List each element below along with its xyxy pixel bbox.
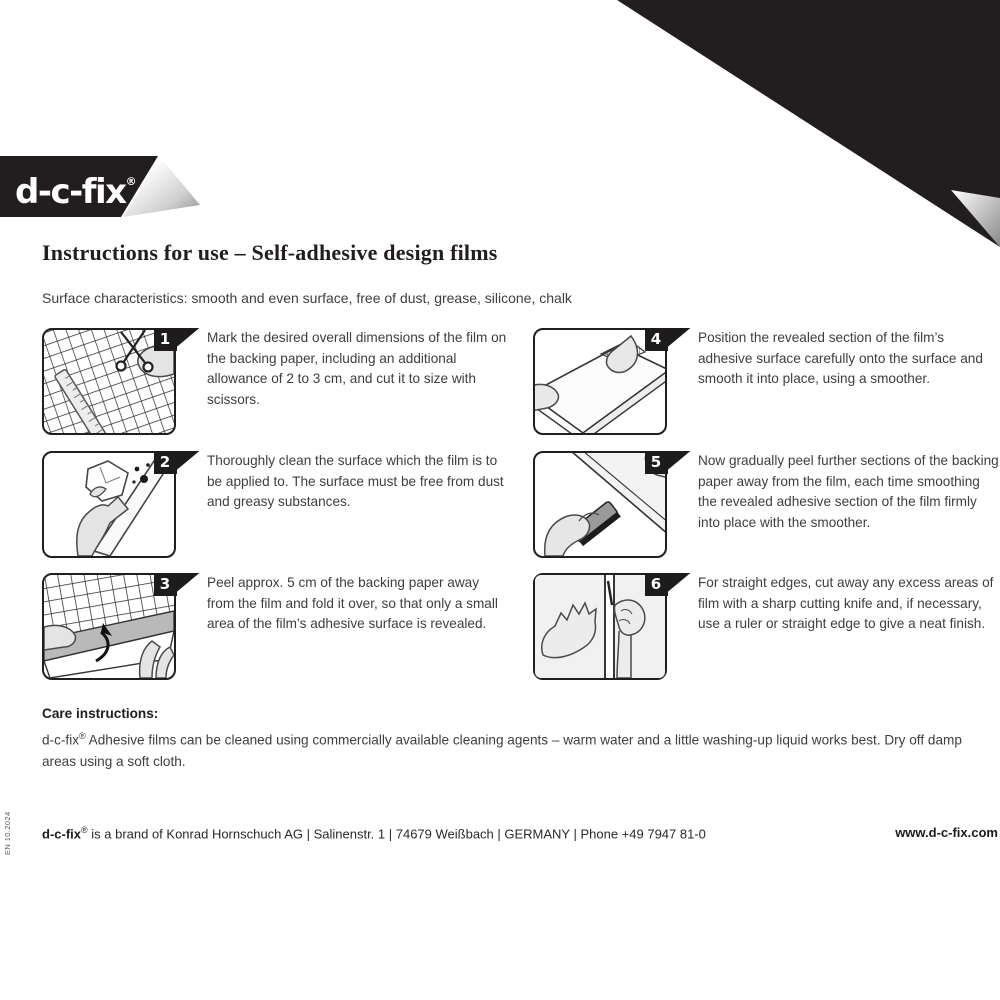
step-item-5 <box>533 451 1000 558</box>
page-title: Instructions for use – Self-adhesive design films <box>42 240 498 265</box>
step-text: Now gradually peel further sections of the backing paper away from the film, each time smoothing the revealed adhesive section of the film firmly into place with the smoother. <box>698 453 999 530</box>
care-registered-mark: ® <box>79 731 86 741</box>
care-body-text: Adhesive films can be cleaned using commercially available cleaning agents – warm water and a little washing-up liquid works best. Dry off damp areas using a soft cloth. <box>42 732 962 769</box>
step-text: Position the revealed section of the film’s adhesive surface carefully onto the surface and smooth it into place, using a smoother. <box>698 330 983 386</box>
badge-fold-decoration <box>667 451 691 471</box>
step-item-6 <box>533 573 1000 680</box>
step-number-badge: 3 <box>154 573 177 596</box>
badge-fold-decoration <box>176 451 200 471</box>
footer-company-text: is a brand of Konrad Hornschuch AG | Salinenstr. 1 | 74679 Weißbach | GERMANY | Phone +49 7947 81-0 <box>87 826 706 842</box>
step-4-figure <box>533 328 667 435</box>
step-number-badge: 1 <box>154 328 177 351</box>
step-number-badge: 2 <box>154 451 177 474</box>
corner-fold-decoration <box>615 0 1000 248</box>
step-item-4 <box>533 328 1000 435</box>
edition-code: EN 10.2024 <box>3 811 12 855</box>
step-number-badge: 6 <box>645 573 668 596</box>
step-item-3 <box>42 573 509 680</box>
footer-company-line <box>42 825 706 841</box>
badge-fold-decoration <box>176 328 200 348</box>
page-subtitle: Surface characteristics: smooth and even surface, free of dust, grease, silicone, chalk <box>42 290 572 306</box>
badge-fold-decoration <box>176 573 200 593</box>
logo-brand-text: d-c-fix <box>15 172 126 212</box>
footer-brand-text: d-c-fix <box>42 826 81 842</box>
logo-registered-mark: ® <box>125 175 137 188</box>
brand-logo <box>0 154 205 220</box>
step-item-2 <box>42 451 509 558</box>
logo-wordmark <box>15 160 137 214</box>
care-instructions-heading: Care instructions: <box>42 706 159 721</box>
hand-shape <box>545 515 590 556</box>
badge-fold-decoration <box>667 573 691 593</box>
step-2-figure <box>42 451 176 558</box>
step-number-badge: 5 <box>645 451 668 474</box>
step-text: Mark the desired overall dimensions of the film on the backing paper, including an additional allowance of 2 to 3 cm, and cut it to size with scissors. <box>207 330 507 407</box>
step-item-1 <box>42 328 509 435</box>
step-text: Peel approx. 5 cm of the backing paper away from the film and fold it over, so that only a small area of the film’s adhesive surface is revealed. <box>207 575 498 631</box>
footer-website: www.d-c-fix.com <box>895 825 998 840</box>
footer-registered-mark: ® <box>81 825 88 835</box>
step-text: For straight edges, cut away any excess areas of film with a sharp cutting knife and, if necessary, use a ruler or straight edge to give a neat finish. <box>698 575 994 631</box>
step-text: Thoroughly clean the surface which the film is to be applied to. The surface must be free from dust and greasy substances. <box>207 453 504 509</box>
care-brand-text: d-c-fix <box>42 732 80 748</box>
step-1-figure <box>42 328 176 435</box>
care-instructions-body <box>42 726 998 772</box>
step-6-figure <box>533 573 667 680</box>
badge-fold-decoration <box>667 328 691 348</box>
step-number-badge: 4 <box>645 328 668 351</box>
step-5-figure <box>533 451 667 558</box>
step-3-figure <box>42 573 176 680</box>
